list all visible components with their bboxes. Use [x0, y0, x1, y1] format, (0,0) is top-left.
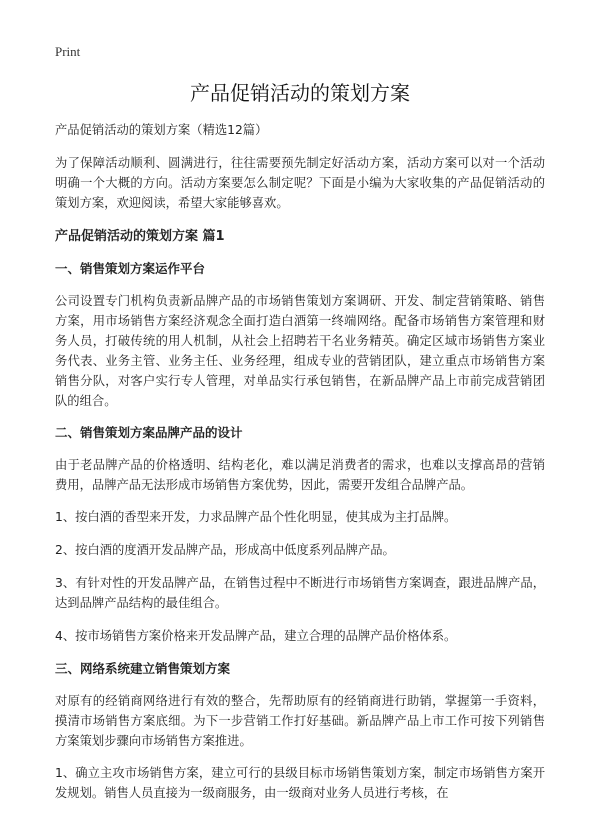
section-heading-3: 三、网络系统建立销售策划方案 — [55, 661, 231, 676]
section-2-paragraph-1: 由于老品牌产品的价格透明、结构老化，难以满足消费者的需求，也难以支撑高昂的营销费用，品牌产品无法形成市场销售方案优势，因此，需要开发组合品牌产品。 — [55, 458, 545, 492]
section-3-paragraph-1: 对原有的经销商网络进行有效的整合，先帮助原有的经销商进行助销，掌握第一手资料，摸清市场销售方案底细。为下一步营销工作打好基础。新品牌产品上市工作可按下列销售方案策划步骤向市场销售方案推进。 — [55, 694, 545, 748]
intro-paragraph: 为了保障活动顺利、圆满进行，往往需要预先制定好活动方案，活动方案可以对一个活动明确一个大概的方向。活动方案要怎么制定呢？下面是小编为大家收集的产品促销活动的策划方案，欢迎阅读，希望大家能够喜欢。 — [55, 156, 545, 210]
section-2-item-3: 3、有针对性的开发品牌产品，在销售过程中不断进行市场销售方案调查，跟进品牌产品，达到品牌产品结构的最佳组合。 — [55, 576, 545, 610]
article-heading: 产品促销活动的策划方案 篇1 — [55, 229, 225, 244]
section-1-paragraph-1: 公司设置专门机构负责新品牌产品的市场销售策划方案调研、开发、制定营销策略、销售方案，用市场销售方案经济观念全面打造白酒第一终端网络。配备市场销售方案管理和财务人员，打破传统的用人机制，从社会上招聘若干名业务精英。确定区域市场销售方案业务代表、业务主管、业务主任、业务经理，组成专业的营销团队，建立重点市场销售方案销售分队，对客户实行专人管理，对单品实行承包销售，在新品牌产品上市前完成营销团队的组合。 — [55, 294, 545, 408]
section-2-item-2: 2、按白酒的度酒开发品牌产品，形成高中低度系列品牌产品。 — [55, 543, 395, 557]
page-title: 产品促销活动的策划方案 — [190, 81, 410, 105]
section-2-item-1: 1、按白酒的香型来开发，力求品牌产品个性化明显，使其成为主打品牌。 — [55, 510, 457, 524]
section-heading-1: 一、销售策划方案运作平台 — [55, 261, 206, 276]
print-link[interactable]: Print — [55, 44, 81, 59]
document-subtitle: 产品促销活动的策划方案（精选12篇） — [55, 123, 268, 137]
document-body — [55, 80, 545, 816]
section-heading-2: 二、销售策划方案品牌产品的设计 — [55, 425, 243, 440]
section-3-item-1: 1、确立主攻市场销售方案，建立可行的县级目标市场销售策划方案，制定市场销售方案开发规划。销售人员直接为一级商服务，由一级商对业务人员进行考核，在 — [55, 766, 545, 800]
section-2-item-4: 4、按市场销售方案价格来开发品牌产品，建立合理的品牌产品价格体系。 — [55, 629, 457, 643]
